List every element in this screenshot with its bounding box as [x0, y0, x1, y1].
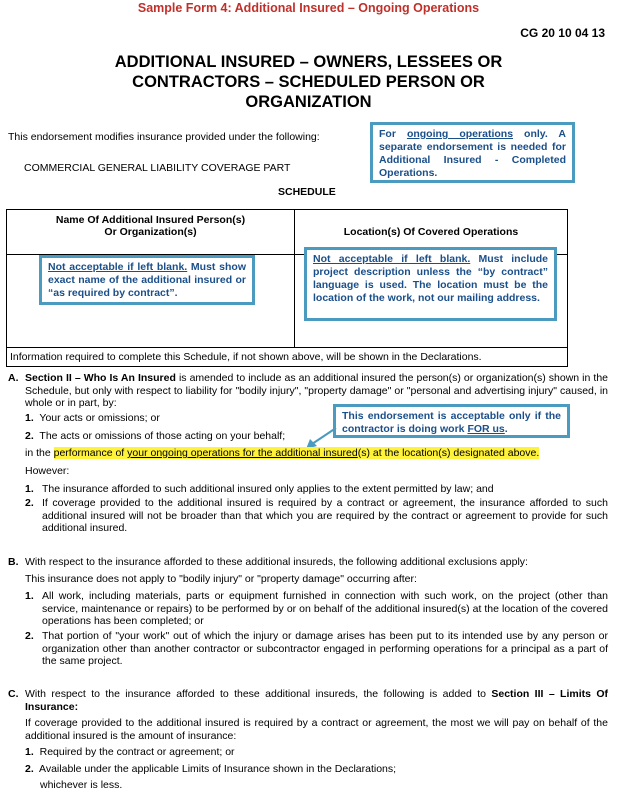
location-column-header: Location(s) Of Covered Operations — [295, 210, 568, 255]
item-number: 2. — [25, 430, 34, 442]
section-b — [8, 556, 608, 569]
section-a-lead: Section II – Who Is An Insured — [25, 372, 176, 384]
ongoing-operations-callout — [370, 122, 575, 183]
title-line-3: ORGANIZATION — [245, 93, 372, 111]
underlined-text: your ongoing operations for the additional insured — [127, 447, 358, 459]
callout-underlined: Not acceptable if left blank. — [48, 261, 188, 273]
schedule-footer: Information required to complete this Schedule, if not shown above, will be shown in the Declarations. — [7, 348, 568, 367]
contractor-callout — [333, 404, 570, 438]
item-text: Available under the applicable Limits of Insurance shown in the Declarations; — [39, 763, 397, 775]
callout-text: only. A separate endorsement is needed for Additional Insured - Completed Operations. — [379, 128, 566, 179]
section-b-item-1 — [25, 590, 608, 627]
section-c-body — [25, 688, 608, 713]
item-text: All work, including materials, parts or equipment furnished in connection with such work, on the project (other than service, maintenance or repairs) to be performed by or on behalf of the additional insured(s) at the location of the covered operations has been completed; or — [42, 590, 608, 627]
item-number: 1. — [25, 590, 34, 602]
coverage-part: COMMERCIAL GENERAL LIABILITY COVERAGE PART — [24, 162, 291, 174]
section-b-text: With respect to the insurance afforded to these additional insureds, the following additional exclusions apply: — [25, 556, 528, 568]
item-text: That portion of "your work" out of which the injury or damage arises has been put to its intended use by any person or organization other than another contractor or subcontractor engaged in performing operations for a principal as a part of the same project. — [42, 630, 608, 667]
item-number: 1. — [25, 483, 34, 495]
callout-underlined: Not acceptable if left blank. — [313, 253, 471, 265]
sample-form-title: Sample Form 4: Additional Insured – Ongoing Operations — [137, 1, 480, 15]
name-blank-callout — [39, 255, 255, 305]
text: (s) at the location(s) designated above. — [357, 447, 540, 459]
schedule-label: SCHEDULE — [278, 186, 336, 198]
section-letter: C. — [8, 688, 19, 700]
name-column-header — [7, 210, 295, 255]
section-c-item-2 — [25, 763, 396, 776]
title-line-1: ADDITIONAL INSURED – OWNERS, LESSEES OR — [114, 53, 503, 71]
section-letter: B. — [8, 556, 19, 568]
section-a-text: is amended to include as an additional insured the person(s) or organization(s) shown in the Schedule, but only with respect to liability for "bodily injury", "property damage" or "personal and advertising injury" caused, in whole or in part, by: — [25, 372, 608, 409]
section-a-item-1 — [25, 412, 160, 425]
title-line-2: CONTRACTORS – SCHEDULED PERSON OR — [132, 73, 485, 91]
section-c — [8, 688, 608, 713]
item-text: Required by the contract or agreement; or — [39, 746, 235, 758]
section-c-sub: If coverage provided to the additional insured is required by a contract or agreement, the most we will pay on behalf of the additional insured is the amount of insurance: — [25, 717, 608, 742]
section-c-bold: Section III – Limits Of Insurance: — [25, 688, 608, 713]
item-text: If coverage provided to the additional insured is required by a contract or agreement, the insurance afforded to such additional insured will not be broader than that which you are required by the contract or agreement to provide for such additional insured. — [42, 497, 608, 534]
item-number: 2. — [25, 497, 34, 509]
callout-text: For — [379, 128, 407, 140]
callout-text: Must include project description unless the “by contract” language is used. The location must be the location of the work, not our mailing address. — [313, 253, 548, 304]
section-b-item-2 — [25, 630, 608, 667]
modifies-text: This endorsement modifies insurance provided under the following: — [8, 131, 320, 143]
however-label: However: — [25, 465, 70, 477]
text: in the — [25, 447, 54, 459]
item-text: The acts or omissions of those acting on your behalf; — [39, 430, 286, 442]
callout-text: This endorsement is acceptable only if the contractor is doing work — [342, 410, 561, 435]
section-b-sub: This insurance does not apply to "bodily injury" or "property damage" occurring after: — [25, 573, 417, 585]
section-a — [8, 372, 608, 409]
item-text: Your acts or omissions; or — [39, 412, 160, 424]
section-c-text: With respect to the insurance afforded to these additional insureds, the following is added to — [25, 688, 492, 700]
page-title — [20, 52, 597, 112]
text: performance of — [53, 447, 128, 459]
section-c-item-1 — [25, 746, 235, 759]
section-letter: A. — [8, 372, 19, 384]
callout-underlined: FOR us — [467, 423, 505, 435]
item-number: 2. — [25, 763, 34, 775]
callout-underlined: ongoing operations — [406, 128, 514, 140]
header-line: Name Of Additional Insured Person(s) — [55, 214, 246, 226]
section-a-item-2 — [25, 430, 285, 443]
item-number: 1. — [25, 746, 34, 758]
callout-text: . — [504, 423, 508, 435]
header-line: Or Organization(s) — [104, 226, 197, 238]
whichever-less: whichever is less. — [40, 779, 123, 791]
item-number: 2. — [25, 630, 34, 642]
callout-text: Must show exact name of the additional insured or “as required by contract”. — [48, 261, 246, 299]
item-text: The insurance afforded to such additional insured only applies to the extent permitted by law; and — [42, 483, 494, 495]
however-item-1 — [25, 483, 608, 496]
item-number: 1. — [25, 412, 34, 424]
highlighted-text — [54, 447, 540, 459]
however-item-2 — [25, 497, 608, 534]
location-blank-callout — [304, 247, 557, 321]
form-number: CG 20 10 04 13 — [520, 26, 605, 40]
performance-line — [25, 447, 539, 460]
